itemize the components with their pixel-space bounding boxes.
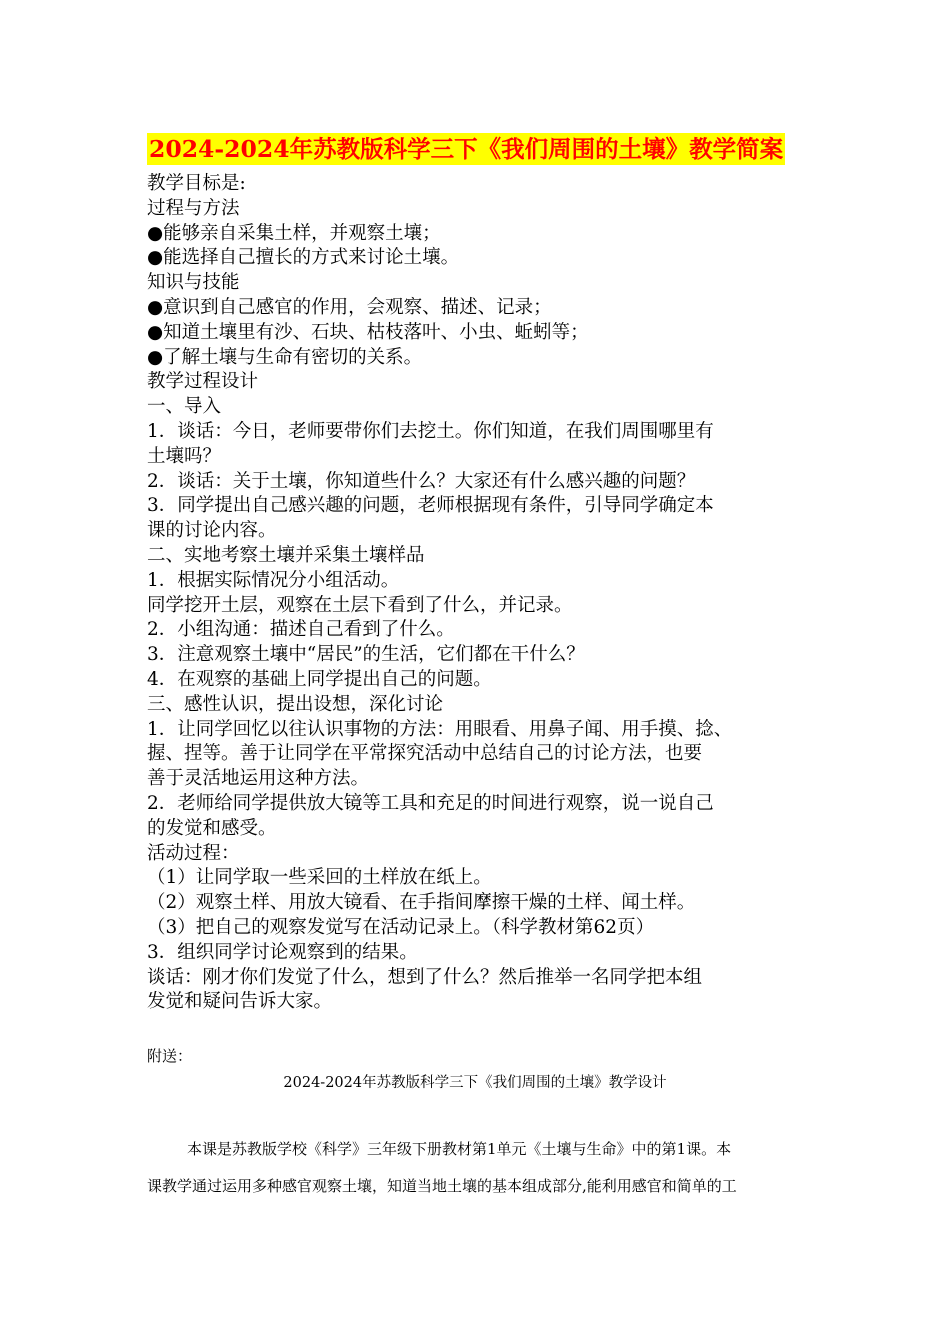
text-line: 1．让同学回忆以往认识事物的方法：用眼看、用鼻子闻、用手摸、捻、 [147,718,733,740]
text-line: ●了解土壤与生命有密切的关系。 [147,346,423,368]
text-line: ●能够亲自采集土样，并观察土壤； [147,222,441,244]
text-line: 教学目标是: [147,173,246,194]
document-title: 2024-2024年苏教版科学三下《我们周围的土壤》教学简案 [149,135,784,163]
text-line: 的发觉和感受。 [147,817,277,839]
text-line: ●能选择自己擅长的方式来讨论土壤。 [147,247,460,269]
text-line: 谈话：刚才你们发觉了什么，想到了什么？然后推举一名同学把本组 [147,966,703,988]
text-line: 1．根据实际情况分小组活动。 [147,569,400,591]
text-line: ●知道土壤里有沙、石块、枯枝落叶、小虫、蚯蚓等； [147,321,589,343]
text-line: 课的讨论内容。 [147,520,277,542]
paragraph-line: 课教学通过运用多种感官观察土壤，知道当地土壤的基本组成部分,能利用感官和简单的工 [147,1177,737,1195]
text-line: （1）让同学取一些采回的土样放在纸上。 [147,867,492,889]
paragraph-line: 本课是苏教版学校《科学》三年级下册教材第1单元《土壤与生命》中的第1课。本 [187,1140,732,1158]
text-line: 二、实地考察土壤并采集土壤样品 [147,544,425,566]
text-line: 知识与技能 [147,272,240,294]
text-line: 3．注意观察土壤中“居民”的生活，它们都在干什么？ [147,644,585,666]
text-line: 1．谈话：今日，老师要带你们去挖土。你们知道，在我们周围哪里有 [147,420,714,442]
design-paragraph [147,1131,812,1205]
text-line: （3）把自己的观察发觉写在活动记录上。（科学教材第62页） [147,916,655,938]
text-line: 过程与方法 [147,197,240,219]
text-line: 3．组织同学讨论观察到的结果。 [147,941,418,963]
text-line: 三、感性认识，提出设想，深化讨论 [147,693,444,715]
text-line: 2．老师给同学提供放大镜等工具和充足的时间进行观察，说一说自己 [147,792,714,814]
text-line: 土壤吗？ [147,445,222,467]
text-line: （2）观察土样、用放大镜看、在手指间摩擦干燥的土样、闻土样。 [147,892,696,914]
appendix-title: 2024-2024年苏教版科学三下《我们周围的土壤》教学设计 [283,1075,667,1091]
text-line: 握、捏等。善于让同学在平常探究活动中总结自己的讨论方法，也要 [147,743,703,765]
text-line: 善于灵活地运用这种方法。 [147,768,370,790]
appendix-label: 附送： [147,1047,193,1065]
text-line: ●意识到自己感官的作用，会观察、描述、记录； [147,296,552,318]
title-highlight [147,133,785,165]
text-line: 2．小组沟通：描述自己看到了什么。 [147,619,455,641]
text-line: 活动过程： [147,842,240,864]
text-line: 3．同学提出自己感兴趣的问题，老师根据现有条件，引导同学确定本 [147,495,714,517]
text-line: 发觉和疑问告诉大家。 [147,991,333,1013]
text-line: 教学过程设计 [147,371,259,393]
text-line: 4．在观察的基础上同学提出自己的问题。 [147,668,492,690]
text-line: 一、导入 [147,396,222,418]
text-line: 2．谈话：关于土壤，你知道些什么？大家还有什么感兴趣的问题？ [147,470,696,492]
text-line: 同学挖开土层，观察在土层下看到了什么，并记录。 [147,594,573,616]
lesson-plan-body [147,172,827,1015]
